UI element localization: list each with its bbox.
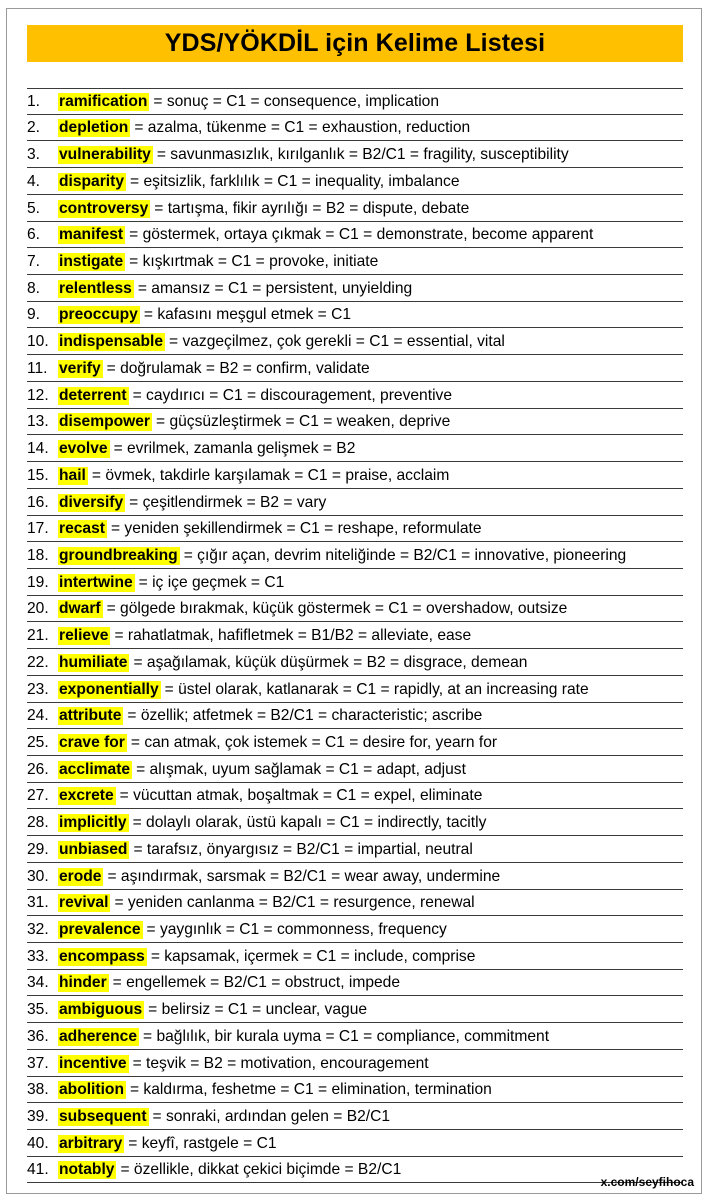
- word-definition: = vücuttan atmak, boşaltmak = C1 = expel, eliminate: [119, 787, 483, 805]
- item-number: 6.: [27, 226, 41, 244]
- highlighted-word: disempower: [59, 413, 150, 431]
- word-definition: = sonraki, ardından gelen = B2/C1: [152, 1108, 391, 1126]
- word-definition: = yeniden canlanma = B2/C1 = resurgence, renewal: [114, 894, 475, 912]
- list-item: [27, 489, 683, 516]
- item-number: 27.: [27, 787, 49, 805]
- word-definition: = övmek, takdirle karşılamak = C1 = praise, acclaim: [91, 466, 450, 484]
- word-definition: = doğrulamak = B2 = confirm, validate: [106, 359, 370, 377]
- list-item: [27, 1023, 683, 1050]
- list-item: [27, 141, 683, 168]
- word-definition: = yaygınlık = C1 = commonness, frequency: [146, 921, 447, 938]
- highlighted-word: diversify: [59, 493, 124, 511]
- highlighted-word: adherence: [59, 1027, 138, 1045]
- word-definition: = kaldırma, feshetme = C1 = elimination, termination: [129, 1081, 492, 1099]
- highlighted-word: prevalence: [59, 921, 141, 938]
- highlighted-word: groundbreaking: [59, 546, 178, 564]
- word-definition: = özellik; atfetmek = B2/C1 = characteristic; ascribe: [127, 707, 483, 725]
- word-definition: = göstermek, ortaya çıkmak = C1 = demonstrate, become apparent: [129, 226, 594, 244]
- list-item: [27, 355, 683, 382]
- word-definition: = keyfî, rastgele = C1: [128, 1134, 277, 1152]
- word-definition: = güçsüzleştirmek = C1 = weaken, deprive: [156, 413, 451, 431]
- word-definition: = kapsamak, içermek = C1 = include, comprise: [150, 947, 476, 965]
- highlighted-word: intertwine: [59, 573, 133, 591]
- item-number: 40.: [27, 1134, 49, 1152]
- highlighted-word: recast: [59, 520, 105, 538]
- word-definition: = alışmak, uyum sağlamak = C1 = adapt, adjust: [136, 760, 466, 778]
- item-number: 20.: [27, 600, 49, 618]
- list-item: [27, 382, 683, 409]
- list-item: [27, 943, 683, 970]
- highlighted-word: hinder: [59, 974, 107, 992]
- word-definition: = tarafsız, önyargısız = B2/C1 = impartial, neutral: [133, 840, 473, 858]
- highlighted-word: arbitrary: [59, 1134, 123, 1152]
- list-item: [27, 1157, 683, 1184]
- highlighted-word: ramification: [59, 92, 148, 110]
- word-definition: = üstel olarak, katlanarak = C1 = rapidly, at an increasing rate: [164, 680, 589, 698]
- highlighted-word: humiliate: [59, 653, 128, 671]
- list-item: [27, 409, 683, 436]
- item-number: 16.: [27, 493, 49, 511]
- item-number: 33.: [27, 947, 49, 965]
- item-number: 12.: [27, 386, 49, 404]
- item-number: 36.: [27, 1027, 49, 1045]
- highlighted-word: indispensable: [59, 333, 163, 351]
- item-number: 13.: [27, 413, 49, 431]
- list-item: [27, 1103, 683, 1130]
- list-item: [27, 596, 683, 623]
- word-definition: = savunmasızlık, kırılganlık = B2/C1 = fragility, susceptibility: [156, 146, 569, 164]
- list-item: [27, 569, 683, 596]
- list-item: [27, 516, 683, 543]
- highlighted-word: verify: [59, 359, 101, 377]
- highlighted-word: crave for: [59, 733, 125, 751]
- word-definition: = kafasını meşgul etmek = C1: [143, 306, 352, 324]
- word-definition: = özellikle, dikkat çekici biçimde = B2/C1: [120, 1161, 402, 1179]
- highlighted-word: manifest: [59, 226, 124, 244]
- highlighted-word: subsequent: [59, 1108, 147, 1126]
- list-item: [27, 302, 683, 329]
- list-item: [27, 195, 683, 222]
- item-number: 15.: [27, 466, 49, 484]
- highlighted-word: exponentially: [59, 680, 159, 698]
- title-banner: [27, 25, 683, 62]
- list-item: [27, 729, 683, 756]
- word-definition: = aşağılamak, küçük düşürmek = B2 = disgrace, demean: [133, 653, 528, 671]
- item-number: 23.: [27, 680, 49, 698]
- list-item: [27, 115, 683, 142]
- item-number: 14.: [27, 440, 49, 458]
- word-definition: = tartışma, fikir ayrılığı = B2 = dispute, debate: [154, 199, 470, 217]
- word-definition: = can atmak, çok istemek = C1 = desire for, yearn for: [130, 733, 498, 751]
- item-number: 37.: [27, 1054, 49, 1072]
- highlighted-word: controversy: [59, 199, 149, 217]
- item-number: 18.: [27, 546, 49, 564]
- list-item: [27, 1050, 683, 1077]
- highlighted-word: instigate: [59, 253, 124, 271]
- word-definition: = amansız = C1 = persistent, unyielding: [137, 279, 413, 297]
- highlighted-word: vulnerability: [59, 146, 151, 164]
- item-number: 1.: [27, 92, 41, 110]
- list-item: [27, 649, 683, 676]
- highlighted-word: attribute: [59, 707, 122, 725]
- item-number: 25.: [27, 733, 49, 751]
- item-number: 21.: [27, 627, 49, 645]
- highlighted-word: abolition: [59, 1081, 124, 1099]
- word-definition: = iç içe geçmek = C1: [138, 573, 285, 591]
- highlighted-word: erode: [59, 867, 102, 885]
- word-definition: = gölgede bırakmak, küçük göstermek = C1 = overshadow, outsize: [106, 600, 568, 618]
- list-item: [27, 703, 683, 730]
- list-item: [27, 863, 683, 890]
- list-item: [27, 676, 683, 703]
- list-item: [27, 1130, 683, 1157]
- highlighted-word: dwarf: [59, 600, 101, 618]
- highlighted-word: ambiguous: [59, 1001, 143, 1019]
- list-item: [27, 996, 683, 1023]
- vocabulary-list: [27, 88, 683, 1183]
- item-number: 5.: [27, 199, 41, 217]
- highlighted-word: revival: [59, 894, 109, 912]
- item-number: 32.: [27, 921, 49, 938]
- item-number: 41.: [27, 1161, 49, 1179]
- word-definition: = teşvik = B2 = motivation, encouragement: [132, 1054, 429, 1072]
- word-definition: = yeniden şekillendirmek = C1 = reshape, reformulate: [110, 520, 482, 538]
- highlighted-word: relentless: [59, 279, 132, 297]
- item-number: 29.: [27, 840, 49, 858]
- list-item: [27, 916, 683, 943]
- item-number: 30.: [27, 867, 49, 885]
- list-item: [27, 88, 683, 115]
- list-item: [27, 970, 683, 997]
- list-item: [27, 222, 683, 249]
- list-item: [27, 275, 683, 302]
- item-number: 34.: [27, 974, 49, 992]
- list-item: [27, 756, 683, 783]
- item-number: 39.: [27, 1108, 49, 1126]
- list-item: [27, 328, 683, 355]
- word-definition: = vazgeçilmez, çok gerekli = C1 = essential, vital: [169, 333, 505, 351]
- item-number: 28.: [27, 814, 49, 832]
- highlighted-word: unbiased: [59, 840, 128, 858]
- highlighted-word: evolve: [59, 440, 108, 458]
- list-item: [27, 783, 683, 810]
- item-number: 22.: [27, 653, 49, 671]
- highlighted-word: implicitly: [59, 814, 127, 832]
- item-number: 3.: [27, 146, 41, 164]
- item-number: 26.: [27, 760, 49, 778]
- word-definition: = belirsiz = C1 = unclear, vague: [148, 1001, 368, 1019]
- item-number: 9.: [27, 306, 41, 324]
- highlighted-word: acclimate: [59, 760, 131, 778]
- highlighted-word: disparity: [59, 172, 124, 190]
- word-definition: = çeşitlendirmek = B2 = vary: [129, 493, 327, 511]
- item-number: 38.: [27, 1081, 49, 1099]
- word-definition: = kışkırtmak = C1 = provoke, initiate: [129, 253, 379, 271]
- item-number: 31.: [27, 894, 49, 912]
- item-number: 24.: [27, 707, 49, 725]
- item-number: 19.: [27, 573, 49, 591]
- word-definition: = dolaylı olarak, üstü kapalı = C1 = indirectly, tacitly: [132, 814, 487, 832]
- item-number: 4.: [27, 172, 41, 190]
- word-definition: = azalma, tükenme = C1 = exhaustion, reduction: [134, 119, 471, 137]
- word-definition: = sonuç = C1 = consequence, implication: [153, 92, 440, 110]
- item-number: 35.: [27, 1001, 49, 1019]
- list-item: [27, 836, 683, 863]
- list-item: [27, 542, 683, 569]
- list-item: [27, 168, 683, 195]
- list-item: [27, 1077, 683, 1104]
- word-definition: = engellemek = B2/C1 = obstruct, impede: [112, 974, 401, 992]
- item-number: 8.: [27, 279, 41, 297]
- item-number: 17.: [27, 520, 49, 538]
- item-number: 7.: [27, 253, 41, 271]
- word-definition: = bağlılık, bir kurala uyma = C1 = compliance, commitment: [143, 1027, 550, 1045]
- list-item: [27, 890, 683, 917]
- highlighted-word: encompass: [59, 947, 145, 965]
- highlighted-word: excrete: [59, 787, 114, 805]
- list-item: [27, 809, 683, 836]
- word-definition: = eşitsizlik, farklılık = C1 = inequality, imbalance: [130, 172, 460, 190]
- list-item: [27, 622, 683, 649]
- word-definition: = caydırıcı = C1 = discouragement, preventive: [132, 386, 452, 404]
- item-number: 2.: [27, 119, 41, 137]
- page-title: YDS/YÖKDİL için Kelime Listesi: [164, 29, 546, 57]
- word-definition: = aşındırmak, sarsmak = B2/C1 = wear away, undermine: [107, 867, 501, 885]
- word-definition: = rahatlatmak, hafifletmek = B1/B2 = alleviate, ease: [114, 627, 472, 645]
- highlighted-word: deterrent: [59, 386, 127, 404]
- highlighted-word: preoccupy: [59, 306, 138, 324]
- list-item: [27, 462, 683, 489]
- highlighted-word: incentive: [59, 1054, 127, 1072]
- source-credit: x.com/seyfihoca: [600, 1175, 694, 1189]
- item-number: 10.: [27, 333, 49, 351]
- item-number: 11.: [27, 359, 48, 377]
- word-definition: = çığır açan, devrim niteliğinde = B2/C1 = innovative, pioneering: [183, 546, 627, 564]
- list-item: [27, 435, 683, 462]
- list-item: [27, 248, 683, 275]
- word-definition: = evrilmek, zamanla gelişmek = B2: [113, 440, 356, 458]
- highlighted-word: hail: [59, 466, 86, 484]
- highlighted-word: depletion: [59, 119, 129, 137]
- highlighted-word: relieve: [59, 627, 109, 645]
- highlighted-word: notably: [59, 1161, 115, 1179]
